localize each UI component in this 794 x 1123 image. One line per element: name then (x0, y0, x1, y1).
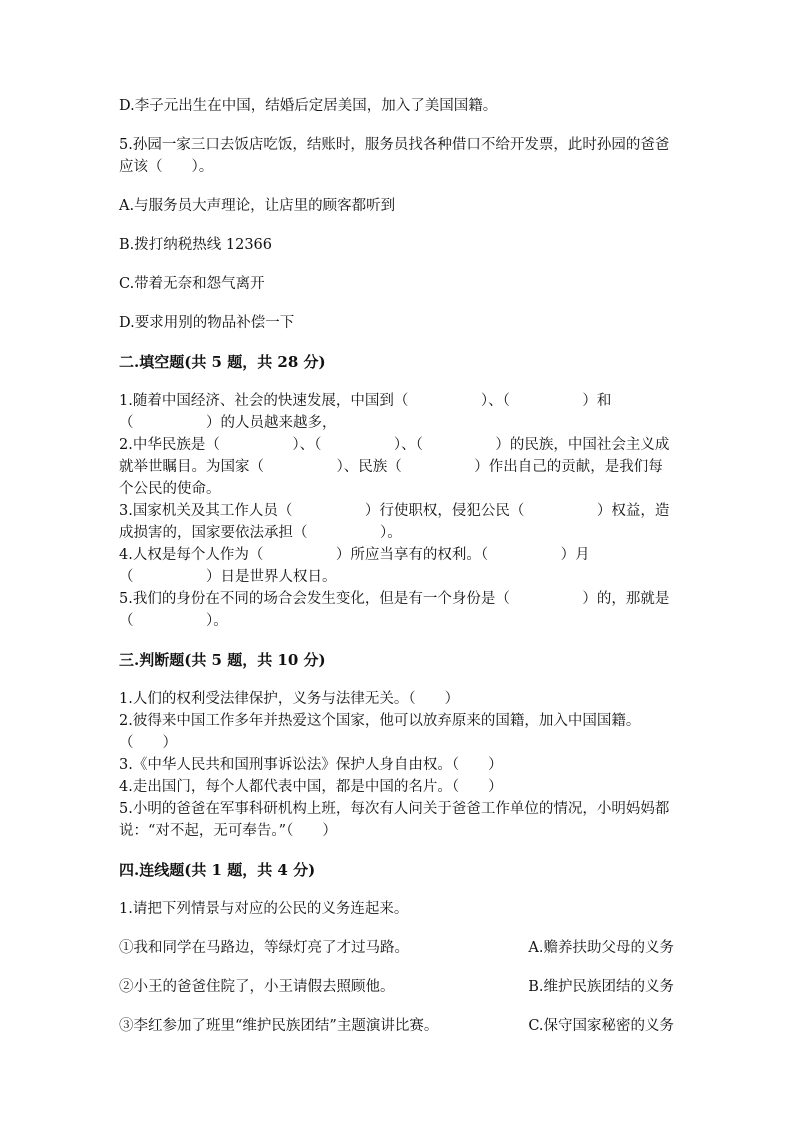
matching-scenario-2: ②小王的爸爸住院了，小王请假去照顾他。 (119, 979, 395, 995)
fill-blank-item-2: 2.中华民族是（ ）、（ ）、（ ）的民族，中国社会主义成就举世瞩目。为国家（ ）、民族（ ）作出自己的贡献，是我们每个公民的使命。 (119, 437, 670, 497)
q5-stem: 5.孙园一家三口去饭店吃饭，结账时，服务员找各种借口不给开发票，此时孙园的爸爸应该（ ）。 (119, 137, 670, 175)
section-true-false-title: 三.判断题(共 5 题，共 10 分) (119, 651, 326, 669)
true-false-item-4: 4.走出国门，每个人都代表中国，都是中国的名片。（ ） (119, 779, 503, 795)
matching-row-1 (119, 937, 674, 959)
matching-row-3 (119, 1015, 674, 1037)
matching-scenario-3: ③李红参加了班里“维护民族团结”主题演讲比赛。 (119, 1018, 439, 1034)
fill-blank-item-5: 5.我们的身份在不同的场合会发生变化，但是有一个身份是（ ）的，那就是（ ）。 (119, 591, 670, 629)
matching-duty-a: A.赡养扶助父母的义务 (528, 940, 674, 956)
fill-blank-item-4: 4.人权是每个人作为（ ）所应当享有的权利。（ ）月（ ）日是世界人权日。 (119, 547, 590, 585)
matching-duty-c: C.保守国家秘密的义务 (528, 1018, 674, 1034)
true-false-item-1: 1.人们的权利受法律保护，义务与法律无关。（ ） (119, 691, 460, 707)
true-false-item-3: 3.《中华人民共和国刑事诉讼法》保护人身自由权。（ ） (119, 757, 503, 773)
q5-option-d: D.要求用别的物品补偿一下 (119, 315, 295, 331)
true-false-item-5: 5.小明的爸爸在军事科研机构上班，每次有人问关于爸爸工作单位的情况，小明妈妈都说：“对不起，无可奉告。”（ ） (119, 801, 670, 839)
section-fill-blank-title: 二.填空题(共 5 题，共 28 分) (119, 353, 326, 371)
matching-duty-b: B.维护民族团结的义务 (528, 979, 674, 995)
fill-blank-item-1: 1.随着中国经济、社会的快速发展，中国到（ ）、（ ）和（ ）的人员越来越多， (119, 393, 612, 431)
q4-option-d: D.李子元出生在中国，结婚后定居美国，加入了美国国籍。 (119, 98, 498, 114)
fill-blank-item-3: 3.国家机关及其工作人员（ ）行使职权，侵犯公民（ ）权益，造成损害的，国家要依法承担（ ）。 (119, 503, 670, 541)
section-matching-title: 四.连线题(共 1 题，共 4 分) (119, 861, 316, 879)
q5-option-b: B.拨打纳税热线 12366 (119, 237, 272, 253)
matching-stem: 1.请把下列情景与对应的公民的义务连起来。 (119, 901, 409, 917)
matching-row-2 (119, 976, 674, 998)
q5-option-a: A.与服务员大声理论，让店里的顾客都听到 (119, 198, 396, 214)
true-false-item-2: 2.彼得来中国工作多年并热爱这个国家，他可以放弃原来的国籍，加入中国国籍。（ ） (119, 713, 641, 751)
q5-option-c: C.带着无奈和怨气离开 (119, 276, 265, 292)
matching-scenario-1: ①我和同学在马路边，等绿灯亮了才过马路。 (119, 940, 409, 956)
